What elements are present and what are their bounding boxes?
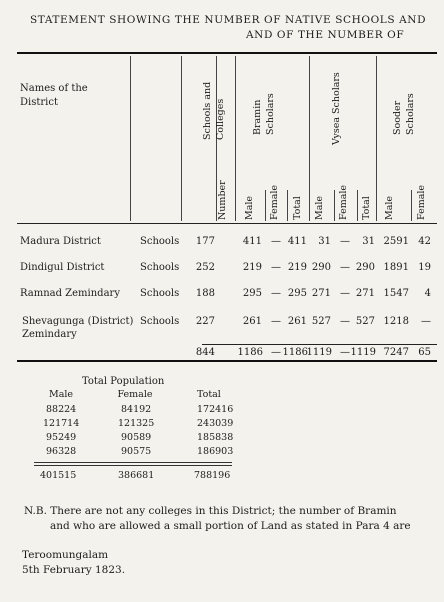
col-group-vysea: Vysea Scholars (331, 72, 342, 145)
total-vysea-female: — (340, 347, 350, 358)
names-label: Names of the District (20, 83, 88, 108)
bramin-male: 261 (242, 316, 262, 327)
vysea-male: 290 (311, 262, 331, 273)
subcol-bramin-total: Total (292, 196, 303, 220)
note-line2: and who are allowed a small portion of Land as stated in Para 4 are (50, 520, 411, 532)
bramin-female: — (271, 262, 281, 273)
district-name: Shevagunga (District) (22, 316, 134, 327)
sooder-female: 19 (418, 262, 431, 273)
col-group-sooder: Sooder Scholars (392, 93, 416, 135)
statement-title-line1: STATEMENT SHOWING THE NUMBER OF NATIVE SCHOOLS AND (30, 14, 427, 26)
total-schools-number: 844 (195, 347, 215, 358)
vysea-total: 290 (355, 262, 375, 273)
table-bottom-rule (17, 360, 437, 362)
pop-total-female: 386681 (118, 470, 155, 481)
sooder-female: 4 (424, 288, 431, 299)
total-sooder-female: 65 (418, 347, 431, 358)
signature-date: 5th February 1823. (22, 564, 126, 576)
total-vysea-total: 1119 (350, 347, 376, 358)
subcol-number: Number (217, 180, 228, 220)
pop-female: 121325 (118, 418, 155, 429)
statement-title-line2: AND OF THE NUMBER OF (246, 29, 405, 41)
total-bramin-male: 1186 (237, 347, 263, 358)
institution-type: Schools (140, 236, 180, 247)
col-divider (181, 56, 182, 221)
pop-male: 88224 (46, 404, 77, 415)
bramin-total: 411 (287, 236, 307, 247)
vysea-male: 527 (311, 316, 331, 327)
bramin-female: — (271, 236, 281, 247)
schools-number: 227 (195, 316, 215, 327)
district-name-cont: Zemindary (22, 329, 77, 340)
table-header-rule (17, 223, 437, 224)
signature-place: Teroomungalam (22, 549, 109, 561)
pop-total-total: 788196 (194, 470, 231, 481)
bramin-male: 219 (242, 262, 262, 273)
pop-female: 84192 (121, 404, 152, 415)
vysea-male: 31 (318, 236, 331, 247)
total-bramin-total: 1186 (282, 347, 308, 358)
subcol-vysea-male: Male (314, 195, 325, 220)
schools-number: 252 (195, 262, 215, 273)
col-divider (334, 190, 335, 221)
district-name: Madura District (20, 236, 101, 247)
population-header-male: Male (48, 389, 74, 400)
vysea-female: — (340, 316, 350, 327)
institution-type: Schools (140, 316, 180, 327)
col-divider (235, 56, 236, 221)
subcol-bramin-female: Female (269, 184, 280, 220)
bramin-total: 261 (287, 316, 307, 327)
sooder-male: 1547 (383, 288, 409, 299)
pop-total: 172416 (197, 404, 234, 415)
total-sooder-male: 7247 (383, 347, 409, 358)
col-divider (130, 56, 131, 221)
bramin-male: 295 (242, 288, 262, 299)
schools-number: 188 (195, 288, 215, 299)
col-group-schools: Schools and Colleges (202, 81, 226, 140)
sooder-male: 1218 (383, 316, 409, 327)
district-name: Dindigul District (20, 262, 105, 273)
pop-male: 121714 (43, 418, 80, 429)
institution-type: Schools (140, 262, 180, 273)
total-bramin-female: — (271, 347, 281, 358)
sooder-female: — (421, 316, 431, 327)
sooder-female: 42 (418, 236, 431, 247)
col-divider (265, 190, 266, 221)
subcol-vysea-female: Female (338, 184, 349, 220)
pop-female: 90589 (121, 432, 152, 443)
population-rule (34, 465, 232, 466)
vysea-total: 527 (355, 316, 375, 327)
pop-total: 186903 (197, 446, 234, 457)
table-top-rule (17, 52, 437, 54)
subcol-sooder-female: Female (416, 184, 427, 220)
pop-male: 95249 (46, 432, 77, 443)
pop-female: 90575 (121, 446, 152, 457)
vysea-female: — (340, 262, 350, 273)
col-divider (376, 56, 377, 221)
bramin-female: — (271, 316, 281, 327)
population-rule (34, 462, 232, 463)
pop-male: 96328 (46, 446, 77, 457)
pop-total: 243039 (197, 418, 234, 429)
subcol-vysea-total: Total (361, 196, 372, 220)
bramin-female: — (271, 288, 281, 299)
pop-total: 185838 (197, 432, 234, 443)
bramin-total: 219 (287, 262, 307, 273)
sooder-male: 2591 (383, 236, 409, 247)
bramin-total: 295 (287, 288, 307, 299)
population-header-female: Female (117, 389, 153, 400)
col-divider (411, 190, 412, 221)
institution-type: Schools (140, 288, 180, 299)
table-totals-rule (202, 344, 437, 345)
sooder-male: 1891 (383, 262, 409, 273)
vysea-total: 31 (362, 236, 375, 247)
schools-number: 177 (195, 236, 215, 247)
district-name: Ramnad Zemindary (20, 288, 120, 299)
pop-total-male: 401515 (40, 470, 77, 481)
col-divider (287, 190, 288, 221)
subcol-bramin-male: Male (244, 195, 255, 220)
total-vysea-male: 1119 (306, 347, 332, 358)
vysea-female: — (340, 288, 350, 299)
bramin-male: 411 (242, 236, 262, 247)
population-header-total: Total (197, 389, 221, 400)
col-divider (357, 190, 358, 221)
vysea-male: 271 (311, 288, 331, 299)
note-line1: N.B. There are not any colleges in this District; the number of Bramin (24, 505, 397, 517)
population-title: Total Population (82, 376, 165, 387)
subcol-sooder-male: Male (384, 195, 395, 220)
vysea-total: 271 (355, 288, 375, 299)
col-divider (309, 56, 310, 221)
col-group-bramin: Bramin Scholars (252, 93, 276, 135)
vysea-female: — (340, 236, 350, 247)
